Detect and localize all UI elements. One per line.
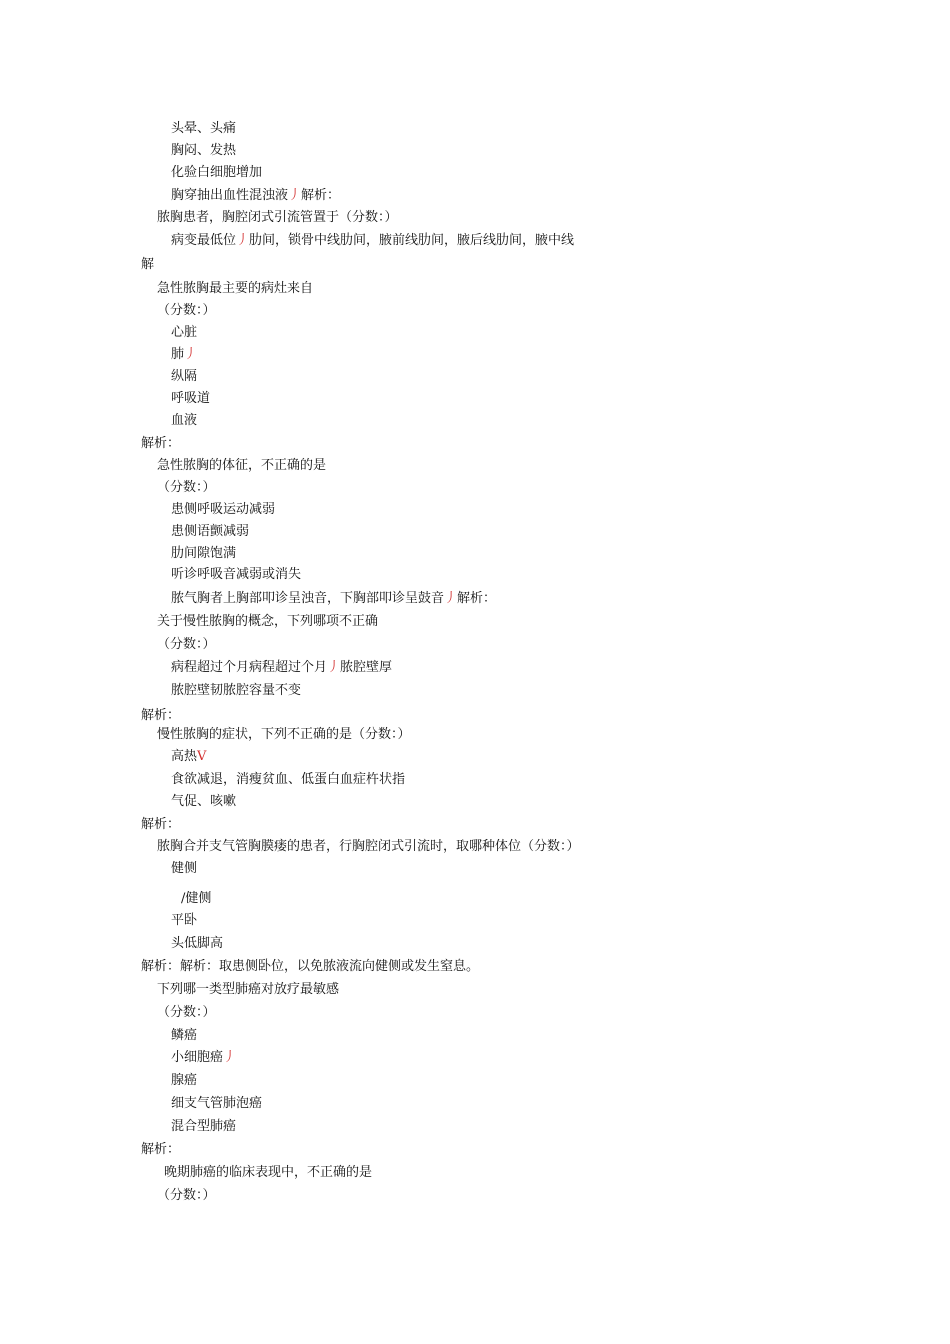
option-line: 细支气管肺泡癌 [171, 1096, 263, 1111]
analysis-line: 解析： [141, 817, 181, 832]
question-line: 慢性脓胸的症状，下列不正确的是（分数：） [157, 727, 411, 742]
analysis-line: 解析： [141, 1142, 181, 1157]
analysis-line: 解析： [141, 708, 181, 723]
question-line: 下列哪一类型肺癌对放疗最敏感 [157, 982, 340, 997]
question-line: 晚期肺癌的临床表现中，不正确的是 [164, 1165, 373, 1180]
option-line: 病程超过个月病程超过个月丿脓腔壁厚 [171, 660, 393, 675]
question-line: 脓胸合并支气管胸膜瘘的患者，行胸腔闭式引流时，取哪种体位（分数：） [157, 839, 580, 854]
option-line: 脓腔壁韧脓腔容量不变 [171, 683, 302, 698]
option-line: 听诊呼吸音减弱或消失 [171, 567, 302, 582]
option-line: 头晕、头痛 [171, 121, 237, 136]
answer-mark: 丿 [444, 591, 458, 606]
option-line: 肋间隙饱满 [171, 546, 237, 561]
option-line: 鳞癌 [171, 1028, 198, 1043]
analysis-line: 解 [141, 257, 155, 272]
answer-mark: 丿 [184, 347, 198, 362]
option-line: 健侧 [171, 861, 198, 876]
option-line: 病变最低位丿肋间，锁骨中线肋间，腋前线肋间，腋后线肋间，腋中线 [171, 233, 575, 248]
answer-mark: V [197, 749, 207, 764]
option-line: 血液 [171, 413, 198, 428]
option-line: 化验白细胞增加 [171, 165, 263, 180]
option-line: 肺丿 [171, 347, 198, 362]
option-line: 头低脚高 [171, 936, 224, 951]
option-line: 高热V [171, 749, 207, 764]
option-line: 纵隔 [171, 369, 198, 384]
analysis-line: 解析：解析：取患侧卧位，以免脓液流向健侧或发生窒息。 [141, 959, 480, 974]
answer-mark: 丿 [327, 660, 341, 675]
option-line: 患侧呼吸运动减弱 [171, 502, 276, 517]
option-line: 混合型肺癌 [171, 1119, 237, 1134]
option-line: 患侧语颤减弱 [171, 524, 250, 539]
answer-mark: 丿 [236, 233, 250, 248]
score-line: （分数：） [157, 1188, 216, 1203]
score-line: （分数：） [157, 637, 216, 652]
option-line: 平卧 [171, 913, 198, 928]
option-line: 脓气胸者上胸部叩诊呈浊音，下胸部叩诊呈鼓音丿解析： [171, 591, 497, 606]
option-line: 胸闷、发热 [171, 143, 237, 158]
question-line: 急性脓胸的体征，不正确的是 [157, 458, 327, 473]
option-line: 胸穿抽出血性混浊液丿解析： [171, 188, 341, 203]
question-line: 脓胸患者，胸腔闭式引流管置于（分数：） [157, 210, 398, 225]
score-line: （分数：） [157, 480, 216, 495]
option-line: 心脏 [171, 325, 198, 340]
option-line: 呼吸道 [171, 391, 211, 406]
score-line: （分数：） [157, 1005, 216, 1020]
answer-mark: 丿 [288, 188, 302, 203]
analysis-line: 解析： [141, 436, 181, 451]
question-line: 急性脓胸最主要的病灶来自 [157, 281, 314, 296]
option-line: 气促、咳嗽 [171, 794, 237, 809]
option-line: 食欲减退，消瘦贫血、低蛋白血症杵状指 [171, 772, 406, 787]
option-line: 腺癌 [171, 1073, 198, 1088]
question-line: 关于慢性脓胸的概念，下列哪项不正确 [157, 614, 379, 629]
option-line: /健侧 [181, 891, 212, 906]
option-line: 小细胞癌丿 [171, 1050, 237, 1065]
score-line: （分数：） [157, 303, 216, 318]
answer-mark: 丿 [223, 1050, 237, 1065]
